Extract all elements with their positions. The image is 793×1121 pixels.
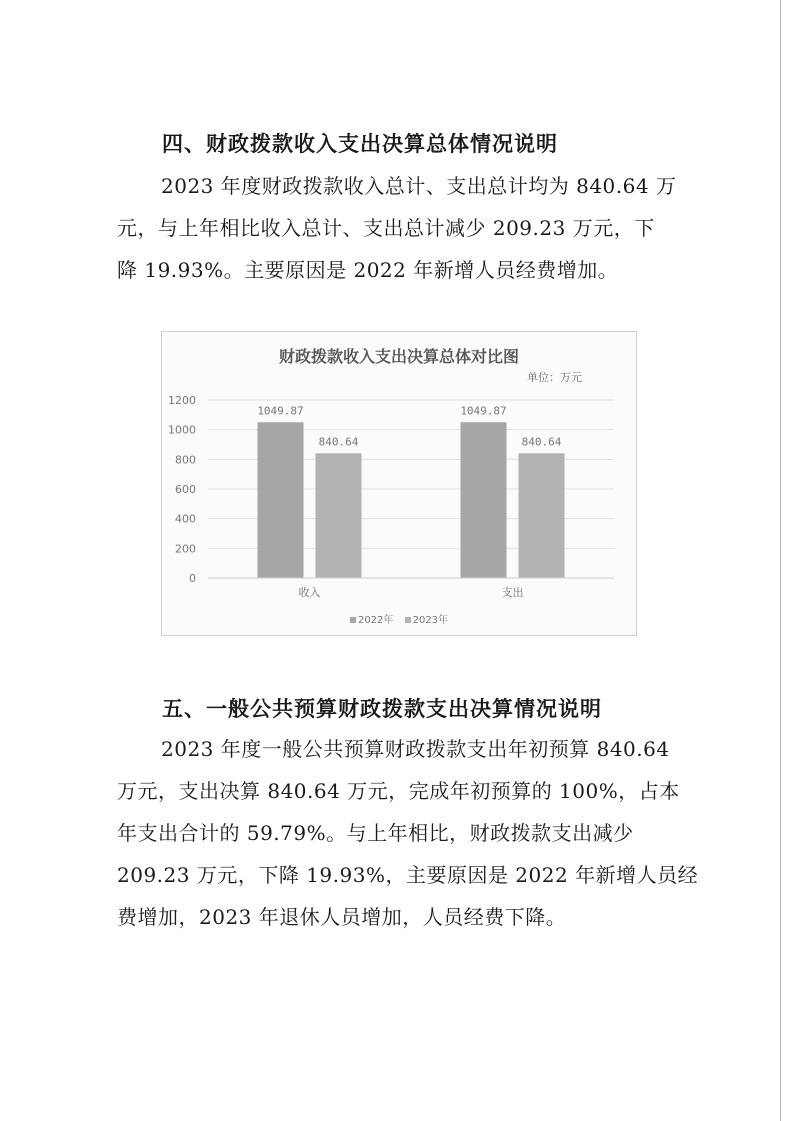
section-4-line: 元，与上年相比收入总计、支出总计减少 209.23 万元，下 — [117, 216, 655, 240]
section-4-line: 降 19.93%。主要原因是 2022 年新增人员经费增加。 — [117, 258, 619, 282]
y-tick-label: 400 — [175, 512, 196, 526]
section-5-line: 万元，支出决算 840.64 万元，完成年初预算的 100%，占本 — [117, 779, 680, 803]
legend-item-2022 — [350, 615, 393, 626]
legend-swatch — [350, 617, 356, 623]
section-5-line: 年支出合计的 59.79%。与上年相比，财政拨款支出减少 — [117, 821, 634, 845]
legend-label: 2023年 — [412, 615, 449, 626]
bar — [258, 422, 304, 578]
chart-legend — [162, 611, 636, 626]
section-5-line: 209.23 万元，下降 19.93%，主要原因是 2022 年新增人员经 — [117, 863, 699, 887]
chart-unit-label: 单位：万元 — [527, 371, 582, 384]
section-5-heading: 五、一般公共预算财政拨款支出决算情况说明 — [162, 697, 602, 721]
page-edge-line — [780, 0, 781, 1121]
comparison-bar-chart — [161, 331, 637, 636]
data-label: 1049.87 — [460, 404, 507, 418]
y-tick-label: 200 — [175, 542, 196, 556]
data-label: 840.64 — [318, 435, 359, 449]
y-tick-label: 800 — [175, 453, 196, 467]
bar — [316, 453, 362, 578]
data-label: 840.64 — [521, 435, 562, 449]
y-tick-label: 1200 — [168, 394, 196, 407]
x-category-label: 支出 — [501, 586, 524, 599]
legend-swatch — [405, 617, 411, 623]
y-tick-label: 0 — [189, 572, 196, 585]
y-tick-label: 600 — [175, 483, 196, 496]
x-category-label: 收入 — [298, 586, 321, 599]
legend-item-2023 — [405, 615, 448, 626]
section-4-heading: 四、财政拨款收入支出决算总体情况说明 — [162, 132, 558, 156]
y-tick-label: 1000 — [168, 423, 196, 437]
bar — [461, 422, 507, 578]
legend-label: 2022年 — [357, 615, 394, 626]
section-5-line: 费增加，2023 年退休人员增加，人员经费下降。 — [117, 905, 567, 929]
chart-title: 财政拨款收入支出决算总体对比图 — [278, 347, 519, 366]
data-label: 1049.87 — [257, 404, 304, 418]
bar — [519, 453, 565, 578]
chart-plot — [162, 332, 636, 635]
section-4-line: 2023 年度财政拨款收入总计、支出总计均为 840.64 万 — [161, 174, 677, 198]
section-5-line: 2023 年度一般公共预算财政拨款支出年初预算 840.64 — [161, 737, 670, 761]
